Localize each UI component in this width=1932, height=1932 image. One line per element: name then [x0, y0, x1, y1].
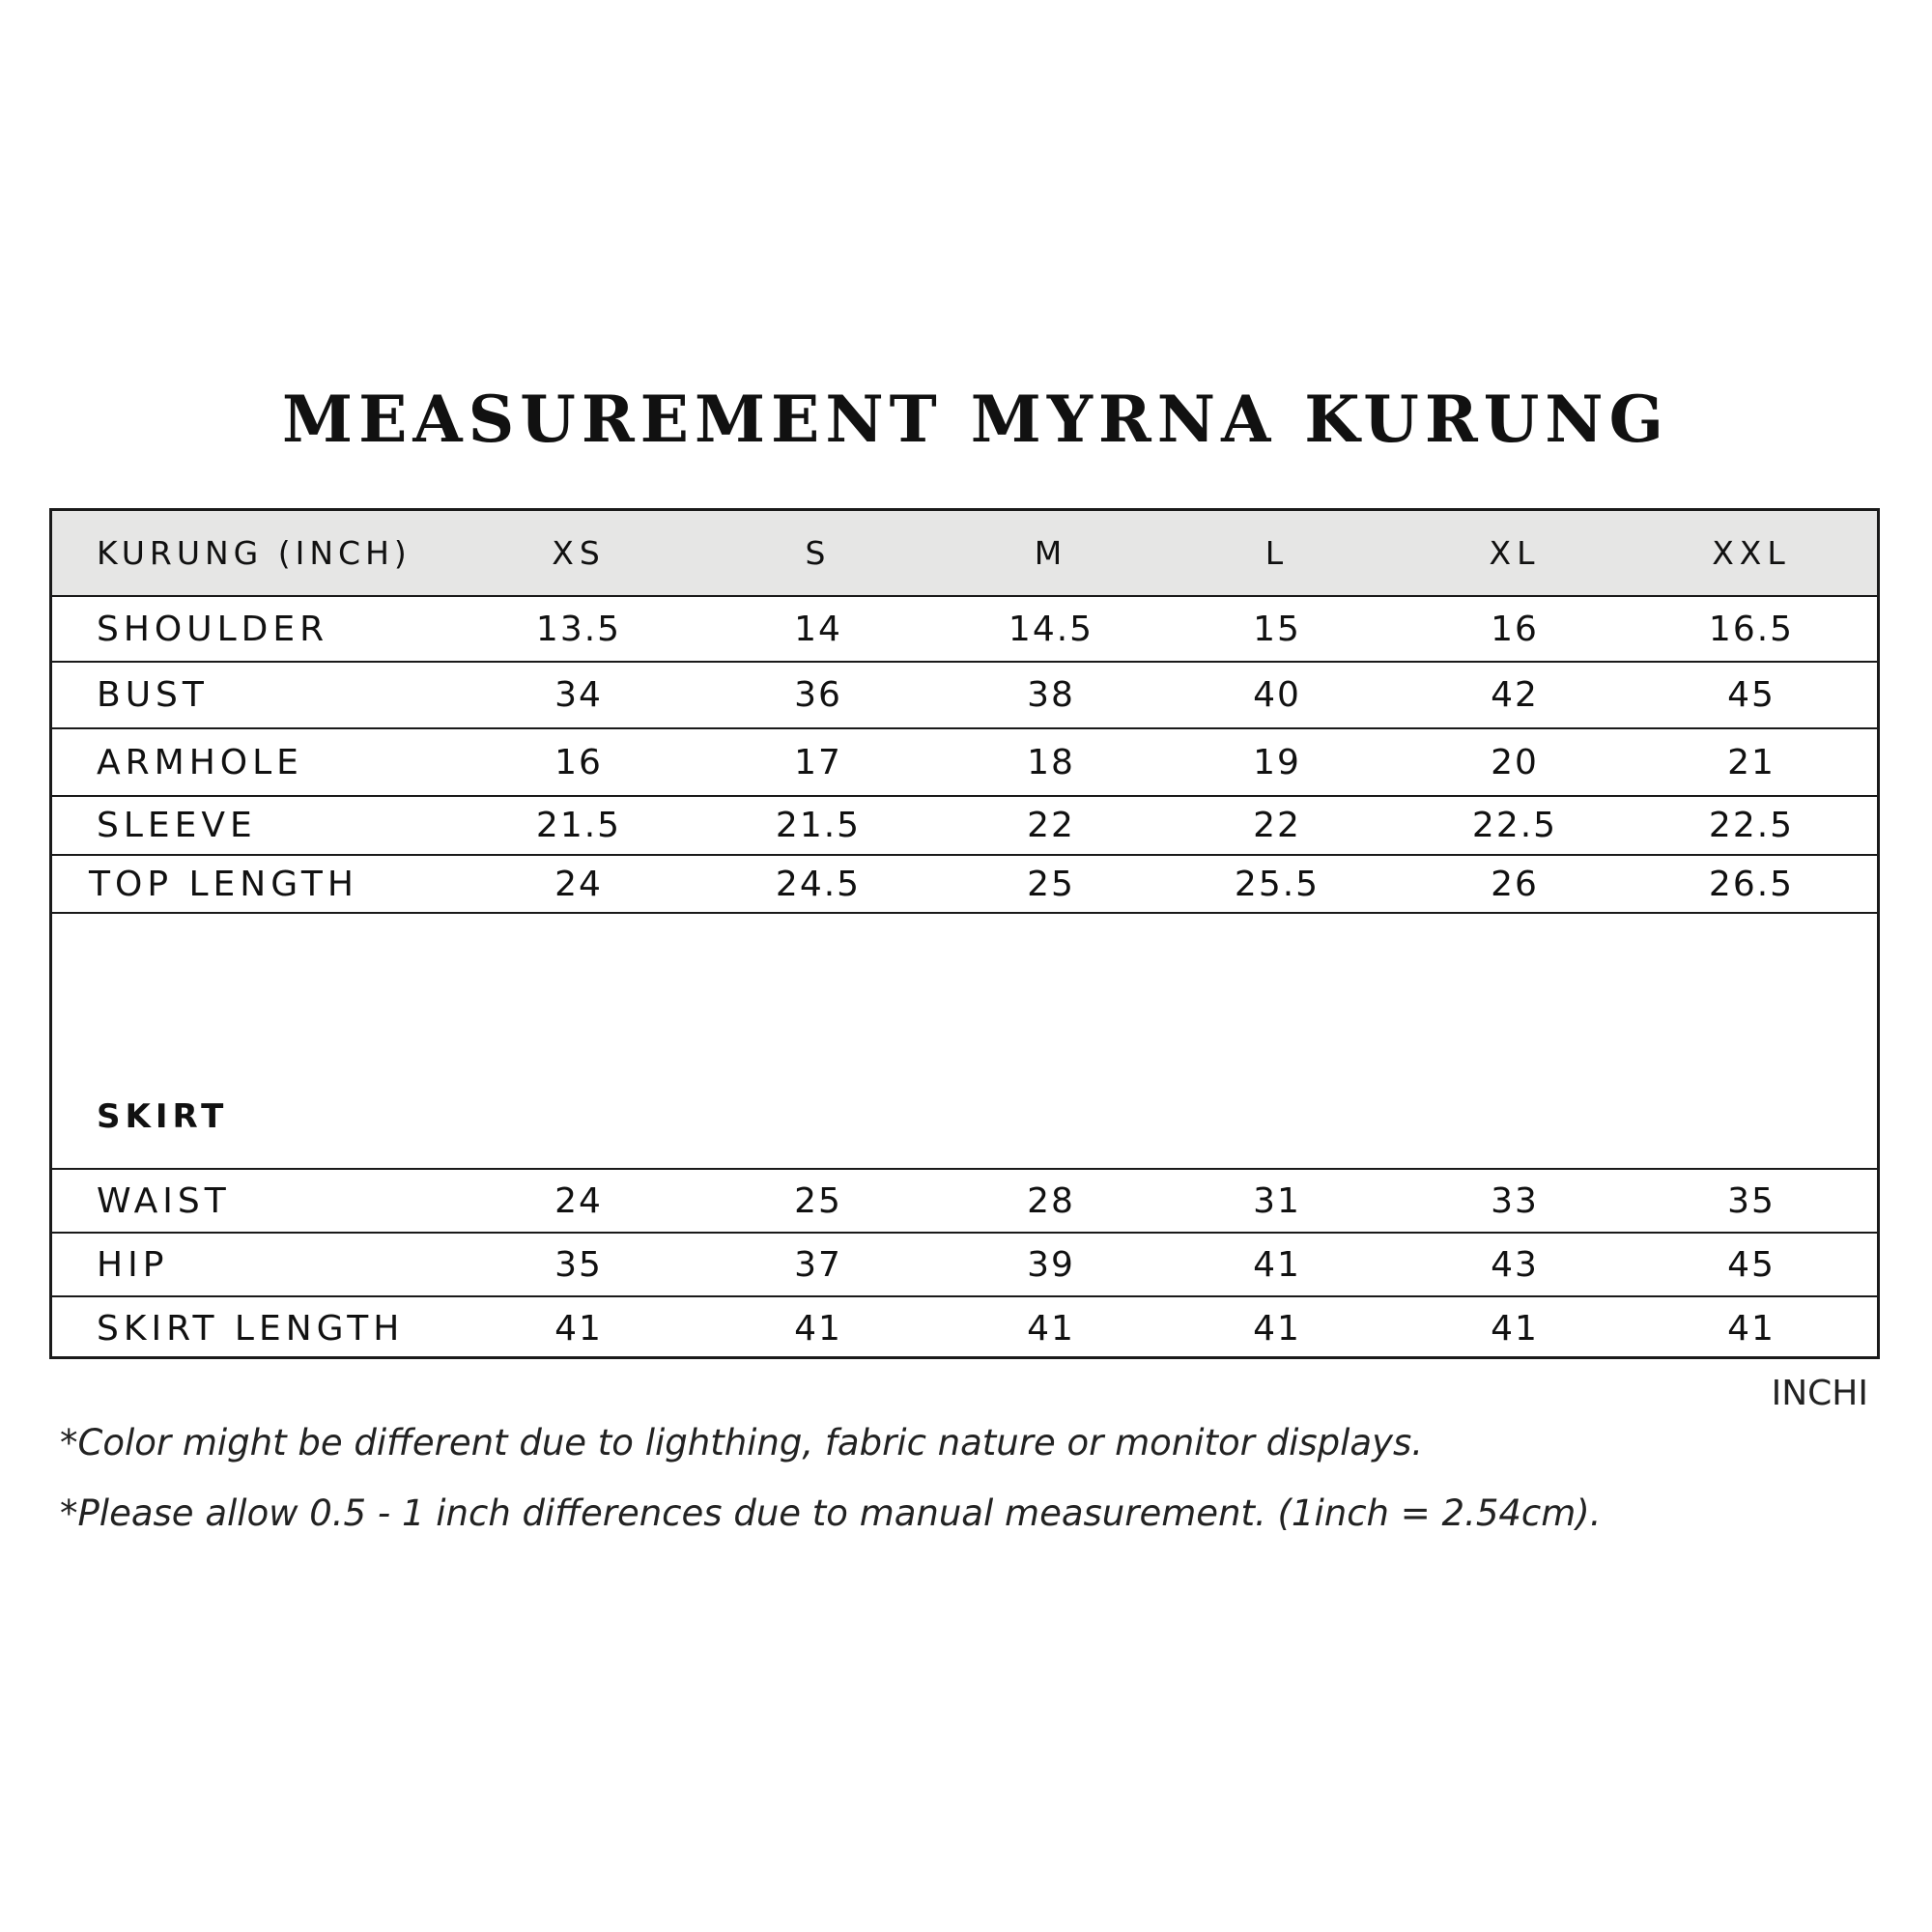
row-label-shoulder: SHOULDER	[97, 609, 329, 649]
table-cell: 41	[1253, 1308, 1301, 1349]
table-cell: 22	[1253, 806, 1301, 845]
table-cell: 20	[1491, 742, 1539, 782]
table-cell: 25.5	[1234, 864, 1321, 904]
skirt-section-row	[52, 914, 1877, 1170]
table-cell: 16.5	[1708, 609, 1795, 649]
row-label-waist: WAIST	[97, 1180, 231, 1221]
table-row	[52, 1170, 1877, 1234]
table-cell: 41	[1027, 1308, 1075, 1349]
row-label-top-length: TOP LENGTH	[89, 864, 358, 904]
header-size-m: M	[1034, 534, 1068, 572]
table-cell: 22	[1027, 806, 1075, 845]
table-cell: 21.5	[775, 806, 862, 845]
table-cell: 13.5	[535, 609, 622, 649]
table-cell: 28	[1027, 1180, 1075, 1221]
table-cell: 35	[1727, 1180, 1776, 1221]
table-cell: 14.5	[1008, 609, 1094, 649]
table-cell: 41	[1727, 1308, 1776, 1349]
table-cell: 16	[554, 742, 603, 782]
table-cell: 39	[1027, 1244, 1075, 1285]
table-row	[52, 663, 1877, 729]
row-label-sleeve: SLEEVE	[97, 806, 257, 845]
table-cell: 26.5	[1708, 864, 1795, 904]
header-size-xs: XS	[552, 534, 606, 572]
table-cell: 42	[1491, 675, 1539, 715]
table-cell: 41	[1491, 1308, 1539, 1349]
table-cell: 38	[1027, 675, 1075, 715]
table-cell: 25	[1027, 864, 1075, 904]
table-row	[52, 729, 1877, 797]
table-cell: 41	[1253, 1244, 1301, 1285]
header-label: KURUNG (INCH)	[97, 534, 412, 572]
section-label-skirt: SKIRT	[97, 1097, 229, 1136]
table-cell: 24.5	[775, 864, 862, 904]
table-row	[52, 1297, 1877, 1359]
table-cell: 34	[554, 675, 603, 715]
table-row	[52, 597, 1877, 663]
table-row	[52, 1234, 1877, 1297]
row-label-bust: BUST	[97, 675, 209, 715]
table-cell: 37	[794, 1244, 842, 1285]
table-cell: 24	[554, 1180, 603, 1221]
color-disclaimer-note: *Color might be different due to lighthing, fabric nature or monitor displays.	[60, 1422, 1424, 1463]
size-chart-table	[49, 508, 1880, 1359]
table-cell: 33	[1491, 1180, 1539, 1221]
table-cell: 22.5	[1471, 806, 1558, 845]
measurement-disclaimer-note: *Please allow 0.5 - 1 inch differences due to manual measurement. (1inch = 2.54cm).	[60, 1492, 1602, 1534]
row-label-hip: HIP	[97, 1244, 169, 1285]
table-cell: 45	[1727, 675, 1776, 715]
table-cell: 31	[1253, 1180, 1301, 1221]
page-title: MEASUREMENT MYRNA KURUNG	[282, 382, 1669, 457]
table-cell: 17	[794, 742, 842, 782]
table-cell: 22.5	[1708, 806, 1795, 845]
header-size-xl: XL	[1489, 534, 1541, 572]
table-cell: 35	[554, 1244, 603, 1285]
unit-label: INCHI	[1771, 1374, 1868, 1413]
table-cell: 16	[1491, 609, 1539, 649]
table-cell: 41	[794, 1308, 842, 1349]
header-size-s: S	[805, 534, 832, 572]
row-label-skirt-length: SKIRT LENGTH	[97, 1308, 405, 1349]
table-cell: 19	[1253, 742, 1301, 782]
table-header-row	[52, 511, 1877, 597]
row-label-armhole: ARMHOLE	[97, 742, 303, 782]
table-cell: 21.5	[535, 806, 622, 845]
table-row	[52, 797, 1877, 856]
table-cell: 15	[1253, 609, 1301, 649]
table-cell: 25	[794, 1180, 842, 1221]
table-cell: 14	[794, 609, 842, 649]
table-cell: 21	[1727, 742, 1776, 782]
table-cell: 24	[554, 864, 603, 904]
table-cell: 36	[794, 675, 842, 715]
table-cell: 45	[1727, 1244, 1776, 1285]
table-cell: 41	[554, 1308, 603, 1349]
table-row	[52, 856, 1877, 914]
header-size-l: L	[1264, 534, 1290, 572]
table-cell: 43	[1491, 1244, 1539, 1285]
table-cell: 18	[1027, 742, 1075, 782]
table-cell: 40	[1253, 675, 1301, 715]
header-size-xxl: XXL	[1712, 534, 1791, 572]
table-cell: 26	[1491, 864, 1539, 904]
